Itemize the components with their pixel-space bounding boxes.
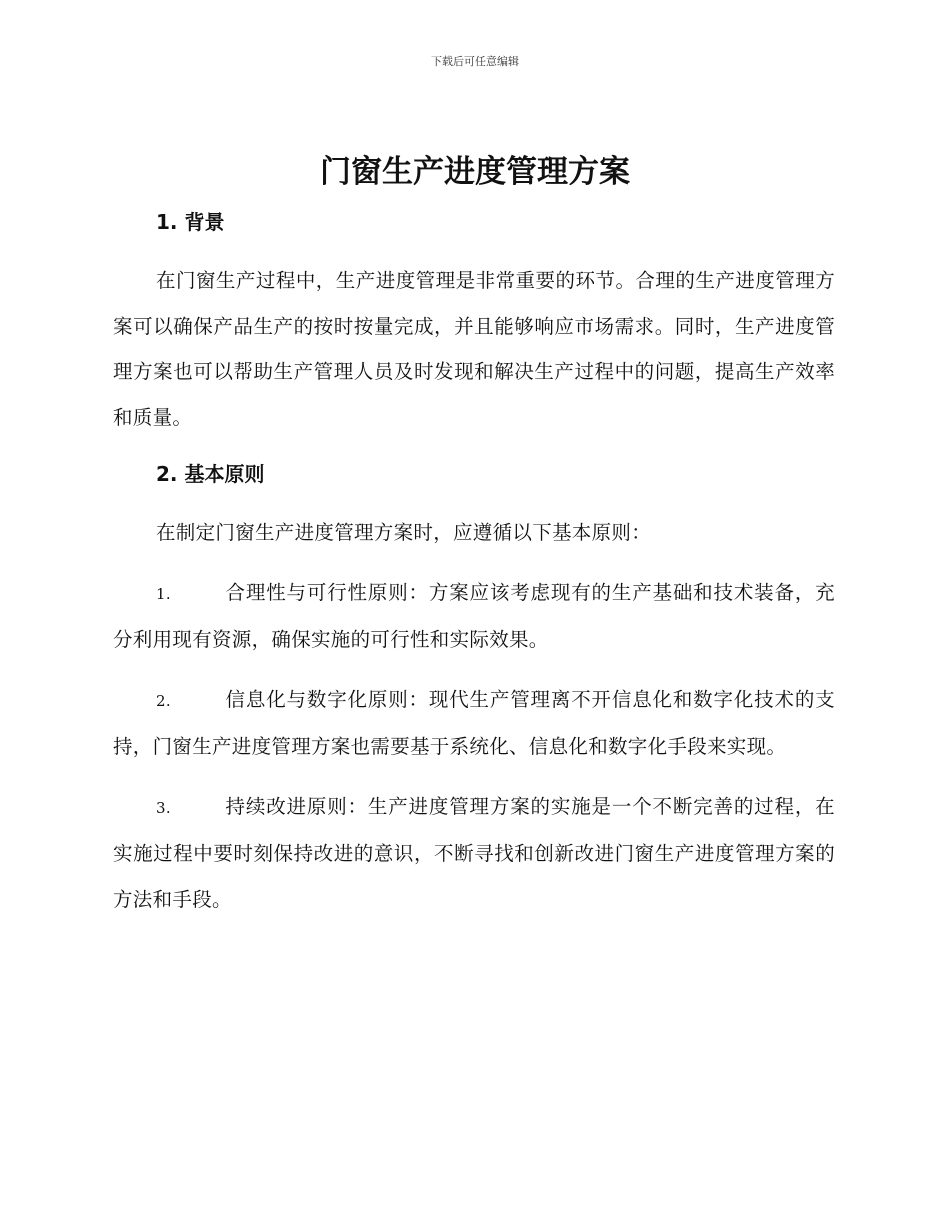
document-title: 门窗生产进度管理方案 bbox=[320, 154, 630, 190]
list-item-text: 合理性与可行性原则：方案应该考虑现有的生产基础和技术装备，充分利用现有资源，确保实施的可行性和实际效果。 bbox=[113, 580, 835, 651]
list-item-text: 持续改进原则：生产进度管理方案的实施是一个不断完善的过程，在实施过程中要时刻保持改进的意识，不断寻找和创新改进门窗生产进度管理方案的方法和手段。 bbox=[113, 794, 835, 911]
list-number: 1. bbox=[156, 584, 171, 603]
list-item bbox=[113, 784, 835, 923]
section-heading-background: 1. 背景 bbox=[156, 210, 225, 234]
header-note: 下载后可任意编辑 bbox=[431, 55, 519, 68]
list-number: 3. bbox=[156, 798, 171, 817]
list-item-text: 信息化与数字化原则：现代生产管理离不开信息化和数字化技术的支持，门窗生产进度管理方案也需要基于系统化、信息化和数字化手段来实现。 bbox=[113, 687, 835, 758]
principles-intro-paragraph: 在制定门窗生产进度管理方案时，应遵循以下基本原则： bbox=[156, 521, 652, 544]
list-number: 2. bbox=[156, 691, 171, 710]
document-body bbox=[113, 200, 835, 922]
background-paragraph: 在门窗生产过程中，生产进度管理是非常重要的环节。合理的生产进度管理方案可以确保产品生产的按时按量完成，并且能够响应市场需求。同时，生产进度管理方案也可以帮助生产管理人员及时发现和解决生产过程中的问题，提高生产效率和质量。 bbox=[113, 269, 835, 429]
list-item bbox=[113, 677, 835, 770]
list-item bbox=[113, 570, 835, 663]
section-heading-principles: 2. 基本原则 bbox=[156, 462, 265, 486]
